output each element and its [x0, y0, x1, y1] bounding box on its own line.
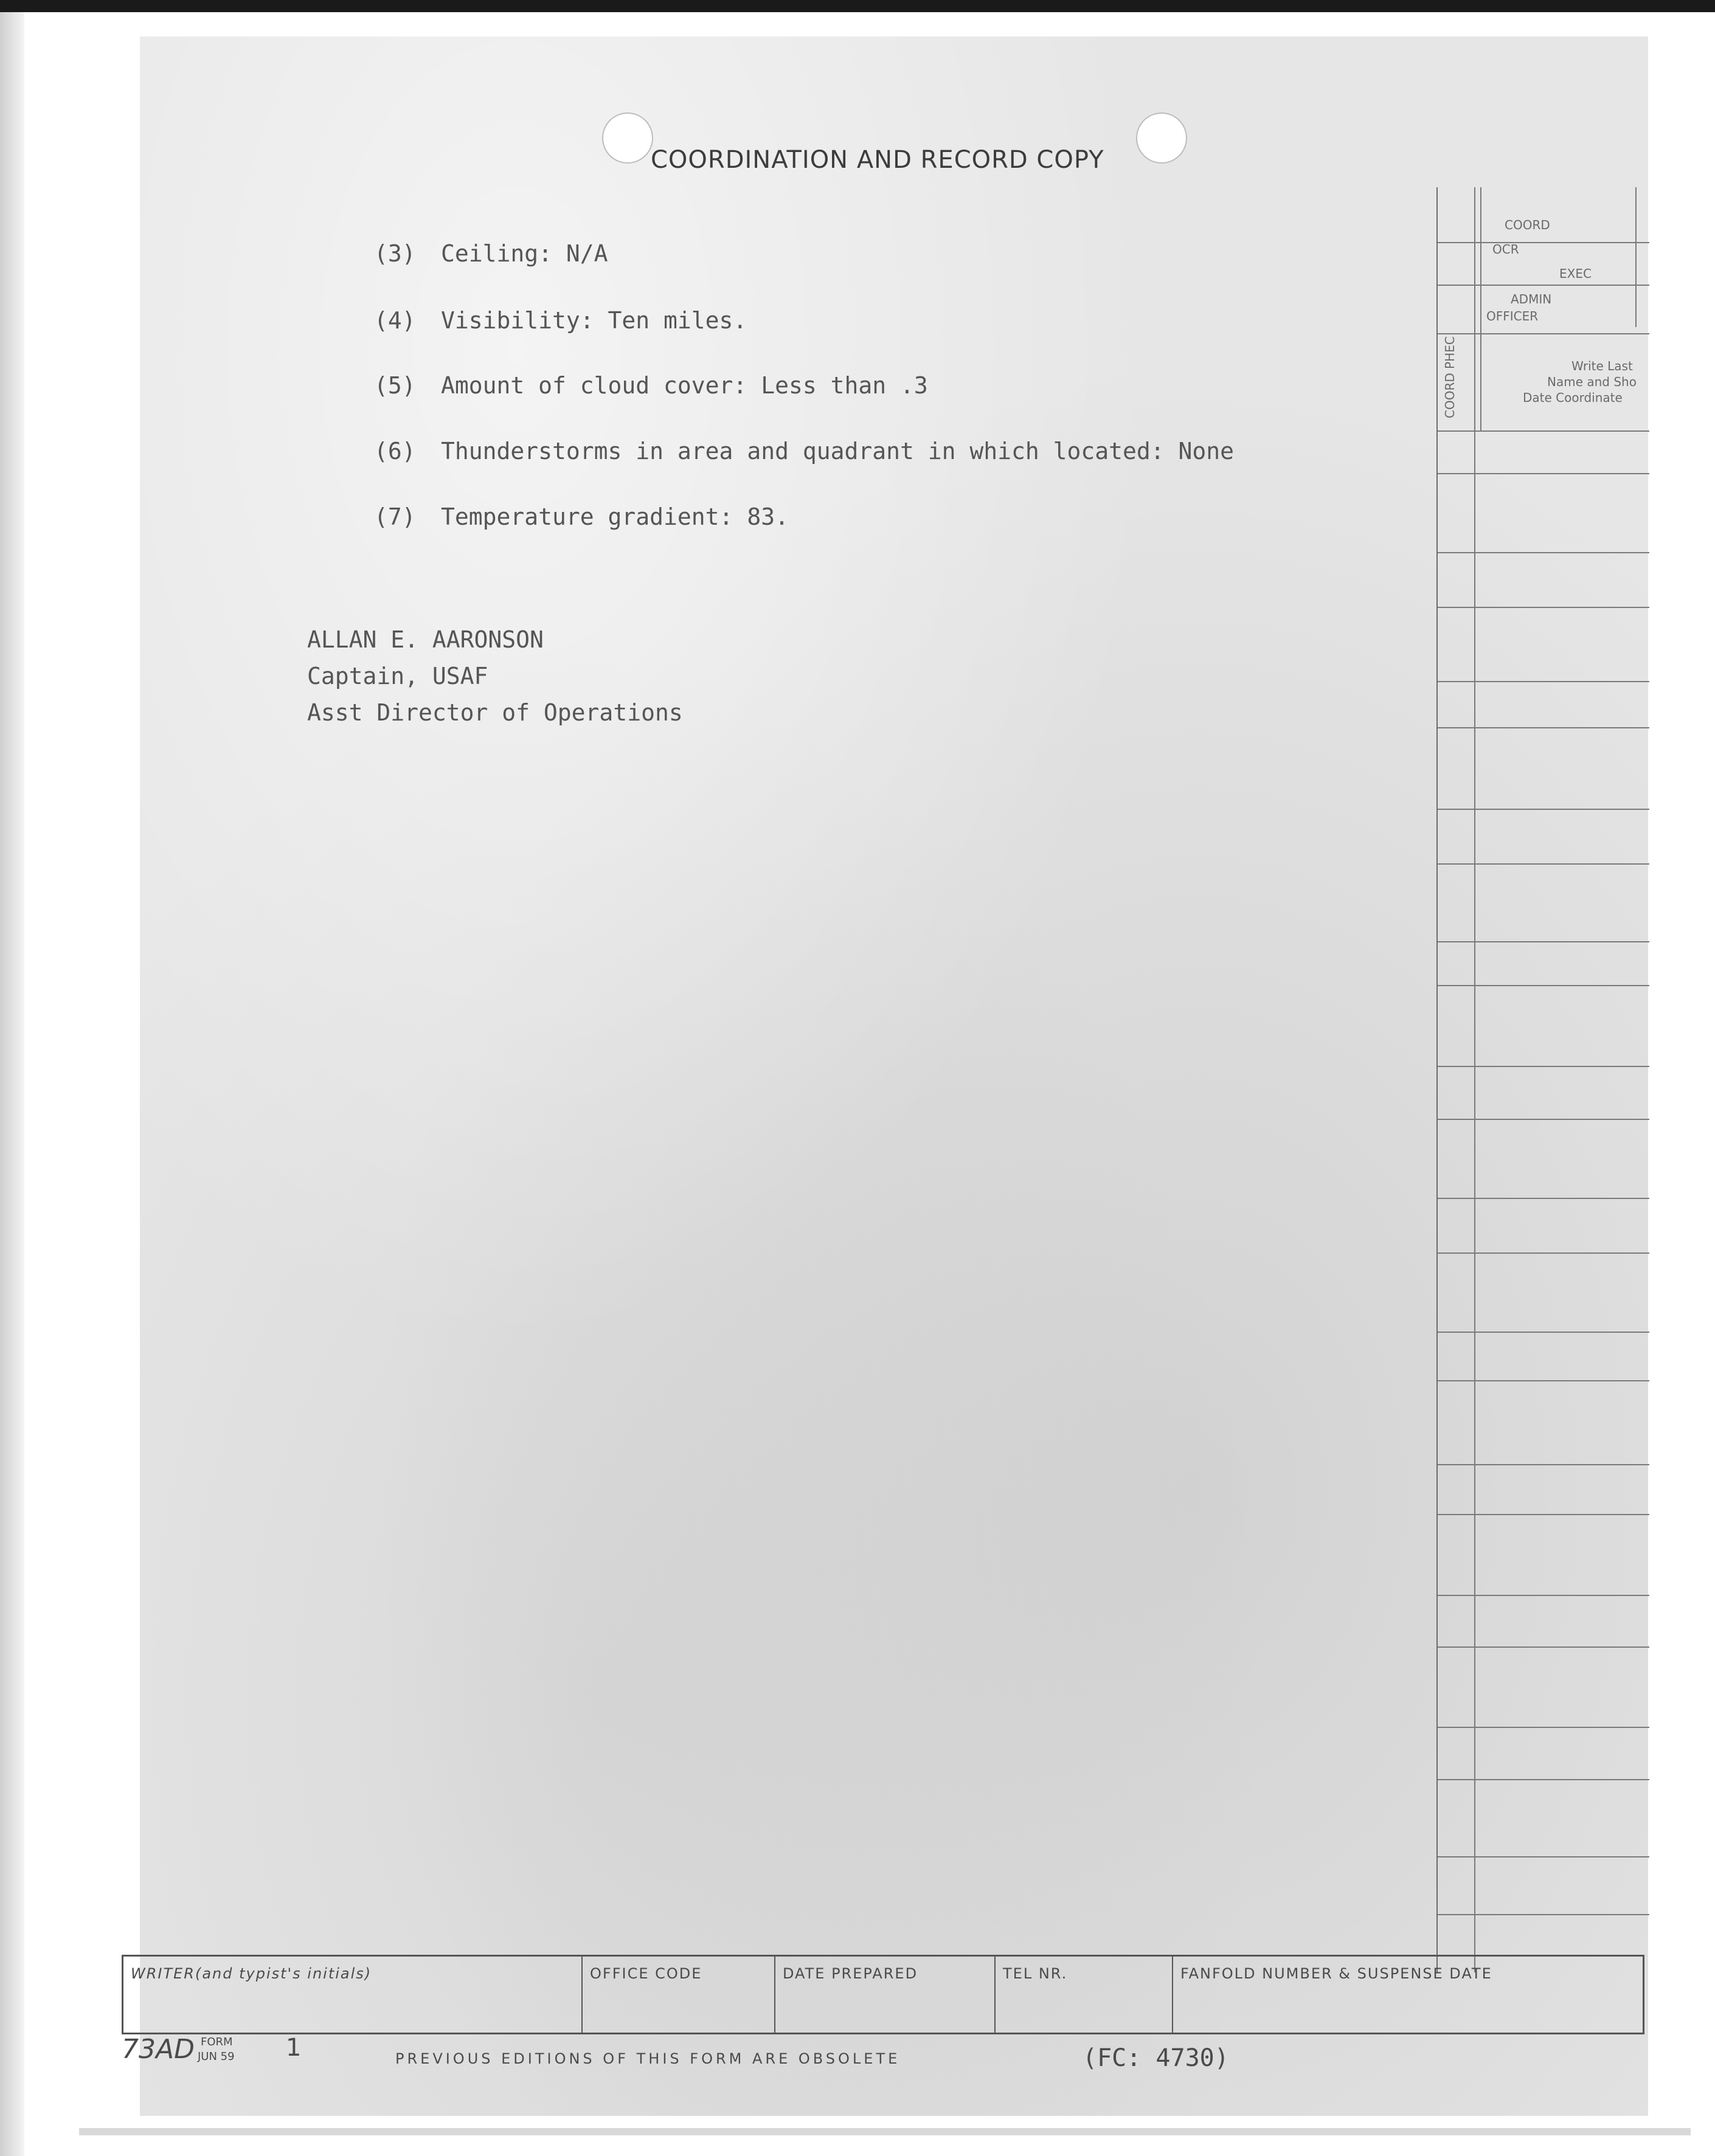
item-number: (6) [374, 438, 416, 465]
scan-top-border [0, 0, 1715, 12]
item-text: Visibility: Ten miles. [441, 307, 747, 334]
grid-row-line [1438, 1727, 1649, 1728]
grid-row-line [1438, 681, 1649, 682]
form-number: 1 [286, 2034, 302, 2062]
grid-row-line [1438, 1914, 1649, 1915]
item-text: Amount of cloud cover: Less than .3 [441, 372, 928, 399]
document-page [140, 36, 1648, 2116]
grid-row-line [1438, 473, 1649, 474]
item-thunderstorms [374, 438, 1234, 465]
grid-divider [1474, 187, 1475, 1972]
tel-nr-label: TEL NR. [1003, 1965, 1068, 1982]
tel-nr-field [996, 1957, 1173, 2033]
scan-left-edge [0, 12, 24, 2156]
coordination-grid [1436, 187, 1649, 1972]
writer-label: WRITER(and typist's initials) [131, 1965, 372, 1982]
obsolete-notice: PREVIOUS EDITIONS OF THIS FORM ARE OBSOLETE [395, 2050, 901, 2067]
item-text: Temperature gradient: 83. [441, 503, 789, 530]
office-code-label: OFFICE CODE [590, 1965, 702, 1982]
item-temperature [374, 503, 789, 530]
signature-rank: Captain, USAF [307, 663, 488, 689]
grid-divider [1480, 187, 1481, 430]
grid-row-line [1438, 941, 1649, 942]
grid-header-officer: OFFICER [1486, 309, 1539, 323]
grid-row-line [1438, 809, 1649, 810]
form-field-bar [122, 1955, 1644, 2034]
date-prepared-field [775, 1957, 996, 2033]
date-prepared-label: DATE PREPARED [783, 1965, 918, 1982]
item-number: (5) [374, 372, 416, 399]
grid-row-line [1438, 430, 1649, 432]
grid-row-line [1438, 1332, 1649, 1333]
writer-field [123, 1957, 583, 2033]
grid-row-line [1438, 242, 1649, 243]
grid-header-exec: EXEC [1559, 266, 1592, 281]
fanfold-field [1173, 1957, 1641, 2033]
grid-row-line [1438, 1066, 1649, 1067]
item-visibility [374, 307, 747, 334]
grid-side-label: COORD PHEC [1443, 336, 1457, 418]
grid-row-line [1438, 1646, 1649, 1648]
grid-row-line [1438, 285, 1649, 286]
form-date: JUN 59 [198, 2050, 235, 2063]
punch-hole-left [602, 112, 653, 164]
grid-row-line [1438, 863, 1649, 865]
grid-row-line [1438, 1119, 1649, 1120]
item-number: (7) [374, 503, 416, 530]
signature-name: ALLAN E. AARONSON [307, 626, 544, 653]
item-text: Ceiling: N/A [441, 240, 608, 267]
grid-row-line [1438, 1464, 1649, 1465]
grid-header-coord: COORD [1505, 218, 1550, 232]
fanfold-label: FANFOLD NUMBER & SUSPENSE DATE [1180, 1965, 1492, 1982]
signature-title: Asst Director of Operations [307, 699, 683, 726]
grid-date-coord: Date Coordinate [1523, 390, 1623, 405]
item-number: (4) [374, 307, 416, 334]
punch-hole-right [1136, 112, 1187, 164]
grid-row-line [1438, 1779, 1649, 1780]
page-title: COORDINATION AND RECORD COPY [651, 146, 1104, 174]
office-code-field [583, 1957, 775, 2033]
grid-row-line [1438, 1595, 1649, 1596]
item-ceiling [374, 240, 608, 267]
grid-row-line [1438, 1198, 1649, 1199]
grid-row-line [1438, 727, 1649, 728]
grid-row-line [1438, 607, 1649, 608]
item-text: Thunderstorms in area and quadrant in which located: None [441, 438, 1235, 465]
grid-row-line [1438, 985, 1649, 986]
item-cloud-cover [374, 372, 928, 399]
grid-row-line [1438, 1856, 1649, 1857]
grid-name-and: Name and Sho [1547, 375, 1637, 389]
grid-row-line [1438, 1514, 1649, 1515]
form-word: FORM [201, 2036, 233, 2048]
grid-row-line [1438, 333, 1649, 334]
scan-bottom-edge [79, 2128, 1691, 2135]
grid-header-admin: ADMIN [1511, 292, 1552, 306]
grid-row-line [1438, 1380, 1649, 1381]
grid-header-ocr: OCR [1492, 242, 1519, 257]
fc-number: (FC: 4730) [1083, 2044, 1229, 2072]
grid-row-line [1438, 1252, 1649, 1254]
item-number: (3) [374, 240, 416, 267]
form-id: 73AD [122, 2034, 195, 2065]
grid-write-last: Write Last [1571, 359, 1633, 373]
grid-divider [1635, 187, 1637, 327]
grid-row-line [1438, 552, 1649, 553]
